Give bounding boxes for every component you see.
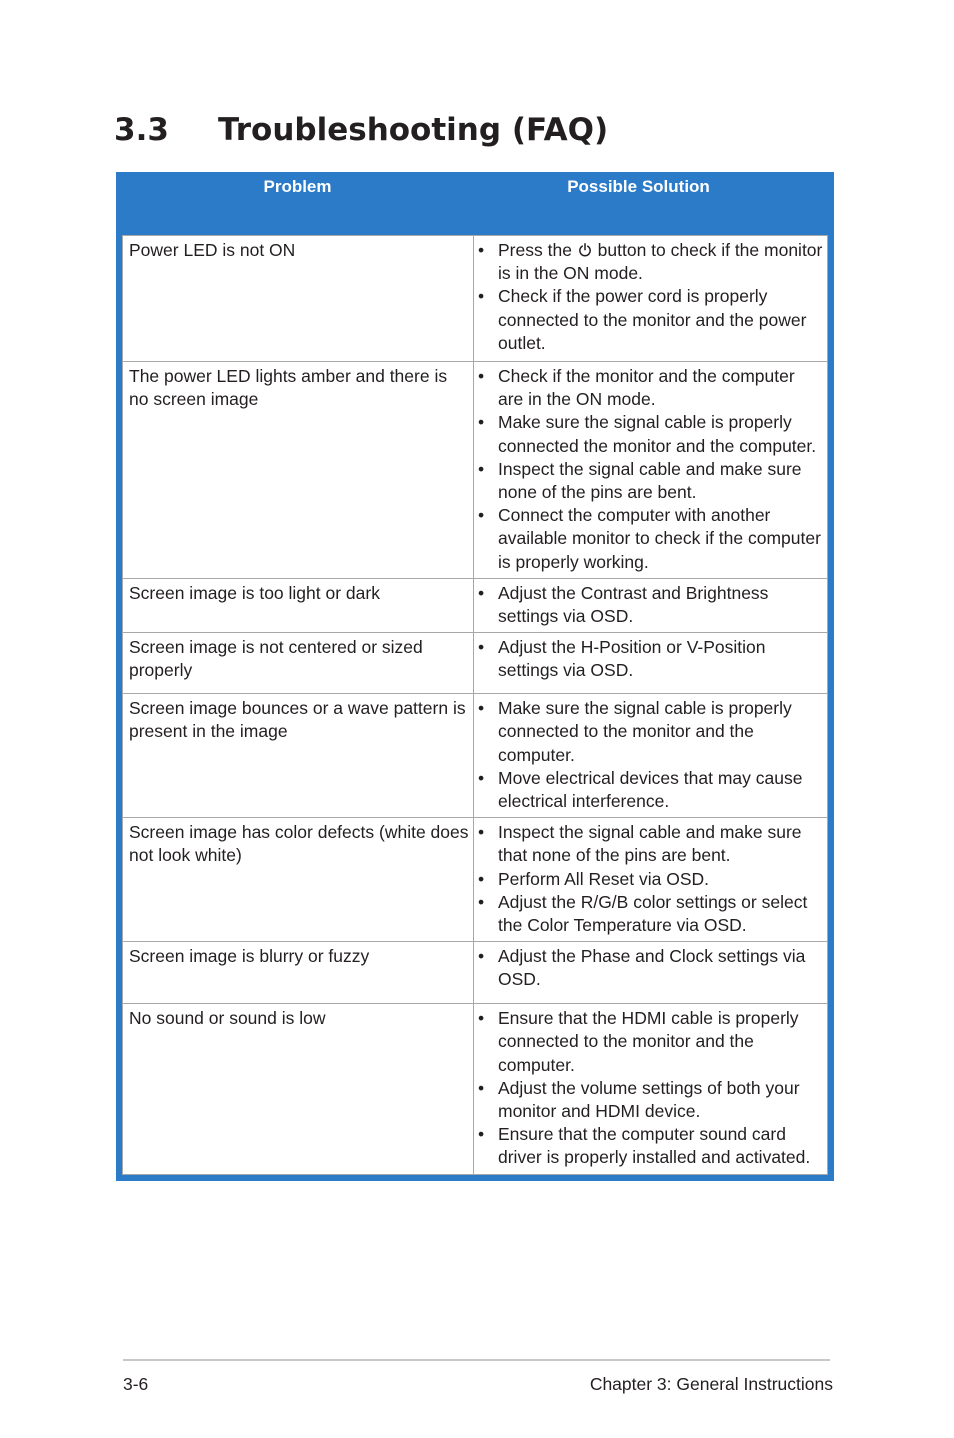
table-row: [123, 236, 828, 362]
solution-cell: [474, 694, 828, 818]
solution-cell: [474, 942, 828, 1004]
solution-list: [476, 239, 823, 355]
power-icon: [578, 240, 592, 254]
solution-item: • Ensure that the computer sound card driver is properly installed and activated.: [476, 1123, 823, 1169]
faq-table-header: [122, 172, 828, 235]
problem-cell: Power LED is not ON: [123, 236, 474, 362]
faq-table: [116, 172, 834, 1181]
chapter-title: Chapter 3: General Instructions: [589, 1374, 833, 1394]
table-row: [123, 633, 828, 694]
solution-cell: [474, 362, 828, 579]
solution-item: [476, 239, 823, 285]
footer-divider: [123, 1359, 830, 1361]
solution-list: [476, 365, 823, 574]
header-problem: Problem: [263, 177, 332, 196]
solution-item: • Make sure the signal cable is properly connected the monitor and the computer.: [476, 411, 823, 457]
section-title: Troubleshooting (FAQ): [218, 112, 609, 148]
header-possible-solution: Possible Solution: [567, 177, 710, 196]
solution-item: • Check if the power cord is properly connected to the monitor and the power outlet.: [476, 285, 823, 355]
solution-item: • Move electrical devices that may cause electrical interference.: [476, 767, 823, 813]
table-row: [123, 1004, 828, 1174]
faq-table-body: [122, 235, 828, 1175]
problem-cell: No sound or sound is low: [123, 1004, 474, 1174]
page-number: 3-6: [123, 1374, 149, 1394]
solution-list: [476, 945, 823, 991]
table-row: [123, 362, 828, 579]
solution-list: [476, 636, 823, 682]
problem-cell: Screen image is too light or dark: [123, 578, 474, 632]
solution-cell: [474, 633, 828, 694]
solution-text-post: button to check if the monitor is in the ON mode.: [498, 240, 823, 284]
problem-cell: The power LED lights amber and there is no screen image: [123, 362, 474, 579]
solution-item: • Check if the monitor and the computer are in the ON mode.: [476, 365, 823, 411]
solution-item: • Inspect the signal cable and make sure none of the pins are bent.: [476, 458, 823, 504]
solution-list: [476, 697, 823, 813]
solution-item: • Adjust the Phase and Clock settings via OSD.: [476, 945, 823, 991]
solution-item: • Ensure that the HDMI cable is properly connected to the monitor and the computer.: [476, 1007, 823, 1077]
problem-cell: Screen image is not centered or sized properly: [123, 633, 474, 694]
section-number: 3.3: [114, 112, 169, 148]
problem-cell: Screen image has color defects (white does not look white): [123, 818, 474, 942]
problem-cell: Screen image is blurry or fuzzy: [123, 942, 474, 1004]
table-row: [123, 818, 828, 942]
solution-list: [476, 1007, 823, 1169]
solution-item: • Connect the computer with another available monitor to check if the computer is properly working.: [476, 504, 823, 574]
solution-item: • Adjust the Contrast and Brightness settings via OSD.: [476, 582, 823, 628]
solution-item: • Make sure the signal cable is properly connected to the monitor and the computer.: [476, 697, 823, 767]
solution-text-pre: Press the: [498, 240, 577, 260]
solution-list: [476, 582, 823, 628]
solution-item: • Inspect the signal cable and make sure that none of the pins are bent.: [476, 821, 823, 867]
table-row: [123, 578, 828, 632]
solution-cell: [474, 818, 828, 942]
solution-item: • Perform All Reset via OSD.: [476, 868, 823, 891]
solution-cell: [474, 236, 828, 362]
solution-cell: [474, 578, 828, 632]
solution-list: [476, 821, 823, 937]
table-row: [123, 942, 828, 1004]
solution-item: • Adjust the H-Position or V-Position settings via OSD.: [476, 636, 823, 682]
section-heading: [114, 112, 608, 148]
solution-item: • Adjust the volume settings of both your monitor and HDMI device.: [476, 1077, 823, 1123]
problem-cell: Screen image bounces or a wave pattern is present in the image: [123, 694, 474, 818]
table-row: [123, 694, 828, 818]
solution-cell: [474, 1004, 828, 1174]
solution-item: • Adjust the R/G/B color settings or select the Color Temperature via OSD.: [476, 891, 823, 937]
